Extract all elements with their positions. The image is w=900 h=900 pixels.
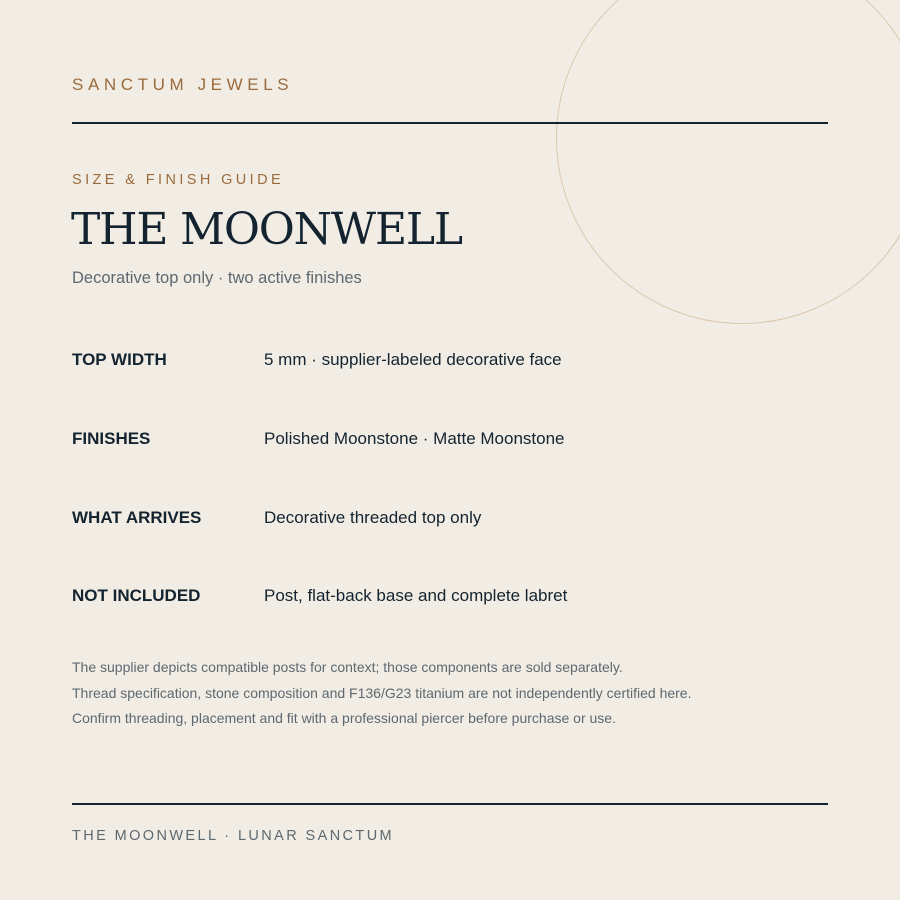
disclaimer-line: Confirm threading, placement and fit with a professional piercer before purchase or use. (72, 710, 616, 726)
spec-row-top-width (72, 350, 828, 374)
decorative-circle (556, 0, 900, 324)
spec-row-finishes (72, 429, 828, 453)
spec-value: 5 mm · supplier-labeled decorative face (264, 350, 562, 369)
disclaimer-line: The supplier depicts compatible posts for context; those components are sold separately. (72, 659, 623, 675)
spec-value: Post, flat-back base and complete labret (264, 586, 568, 605)
brand-name: SANCTUM JEWELS (72, 75, 294, 94)
product-title: THE MOONWELL (71, 204, 462, 255)
spec-value: Polished Moonstone · Matte Moonstone (264, 429, 565, 448)
spec-row-what-arrives (72, 508, 828, 532)
spec-label: FINISHES (72, 429, 151, 448)
disclaimer-line: Thread specification, stone composition and F136/G23 titanium are not independently certified here. (72, 685, 692, 701)
spec-value: Decorative threaded top only (264, 508, 482, 527)
footer-text: THE MOONWELL · LUNAR SANCTUM (72, 828, 395, 844)
spec-label: WHAT ARRIVES (72, 508, 202, 527)
top-divider (72, 122, 828, 124)
spec-label: NOT INCLUDED (72, 586, 201, 605)
section-eyebrow: SIZE & FINISH GUIDE (72, 172, 285, 188)
bottom-divider (72, 803, 828, 805)
spec-row-not-included (72, 586, 828, 610)
spec-label: TOP WIDTH (72, 350, 167, 369)
product-subtitle: Decorative top only · two active finishes (72, 269, 362, 287)
